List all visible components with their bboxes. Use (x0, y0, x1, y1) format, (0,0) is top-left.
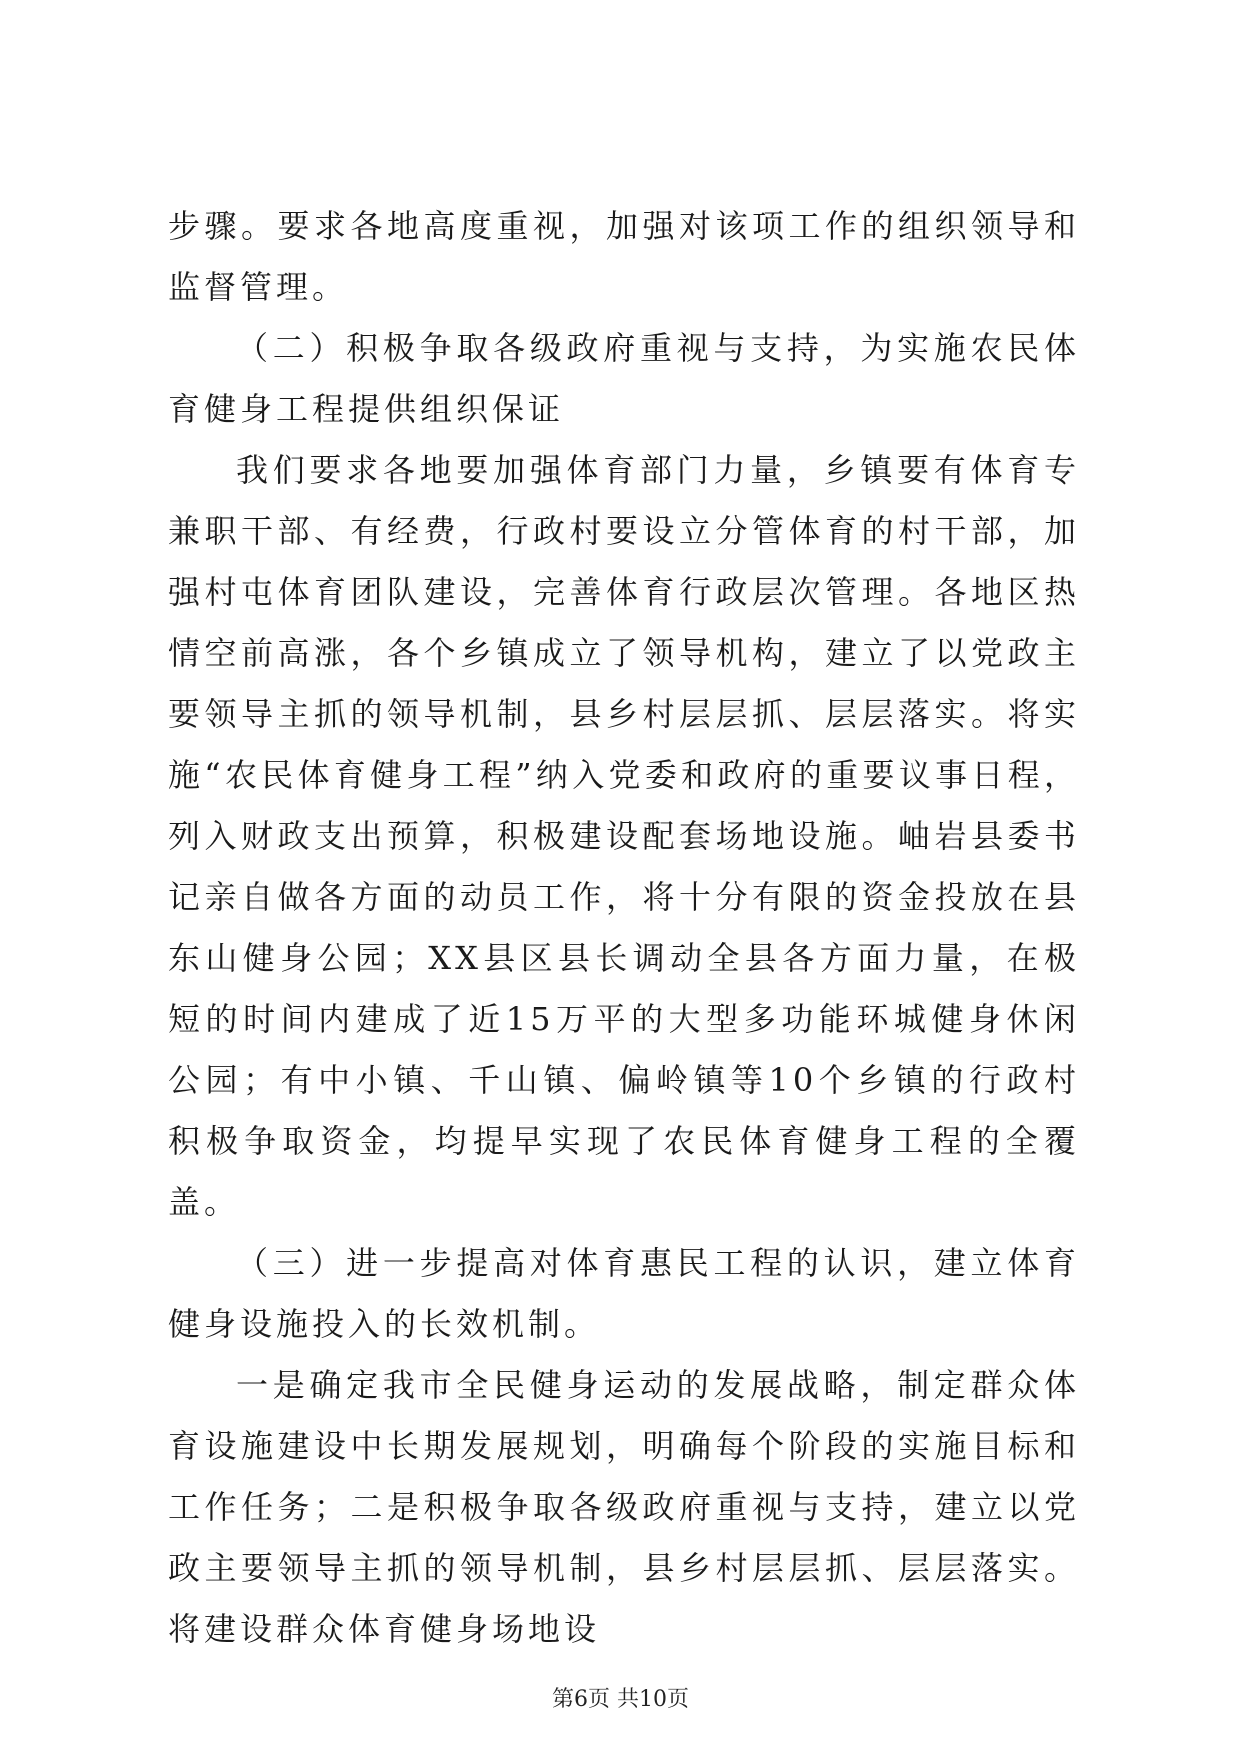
document-body (168, 196, 1080, 1660)
paragraph-strategy: 一是确定我市全民健身运动的发展战略，制定群众体育设施建设中长期发展规划，明确每个阶段的实施目标和工作任务；二是积极争取各级政府重视与支持，建立以党政主要领导主抓的领导机制，县乡村层层抓、层层落实。将建设群众体育健身场地设 (168, 1366, 1080, 1648)
section-heading-3: （三）进一步提高对体育惠民工程的认识，建立体育健身设施投入的长效机制。 (168, 1244, 1080, 1343)
paragraph-organization: 我们要求各地要加强体育部门力量，乡镇要有体育专兼职干部、有经费，行政村要设立分管体育的村干部，加强村屯体育团队建设，完善体育行政层次管理。各地区热情空前高涨，各个乡镇成立了领导机构，建立了以党政主要领导主抓的领导机制，县乡村层层抓、层层落实。将实施“农民体育健身工程”纳入党委和政府的重要议事日程，列入财政支出预算，积极建设配套场地设施。岫岩县委书记亲自做各方面的动员工作，将十分有限的资金投放在县东山健身公园；XX县区县长调动全县各方面力量，在极短的时间内建成了近15万平的大型多功能环城健身休闲公园；有中小镇、千山镇、偏岭镇等10个乡镇的行政村积极争取资金，均提早实现了农民体育健身工程的全覆盖。 (168, 451, 1080, 1221)
paragraph-continuation: 步骤。要求各地高度重视，加强对该项工作的组织领导和监督管理。 (168, 207, 1080, 306)
page-number-footer: 第6页 共10页 (552, 1687, 689, 1712)
section-heading-2: （二）积极争取各级政府重视与支持，为实施农民体育健身工程提供组织保证 (168, 329, 1080, 428)
